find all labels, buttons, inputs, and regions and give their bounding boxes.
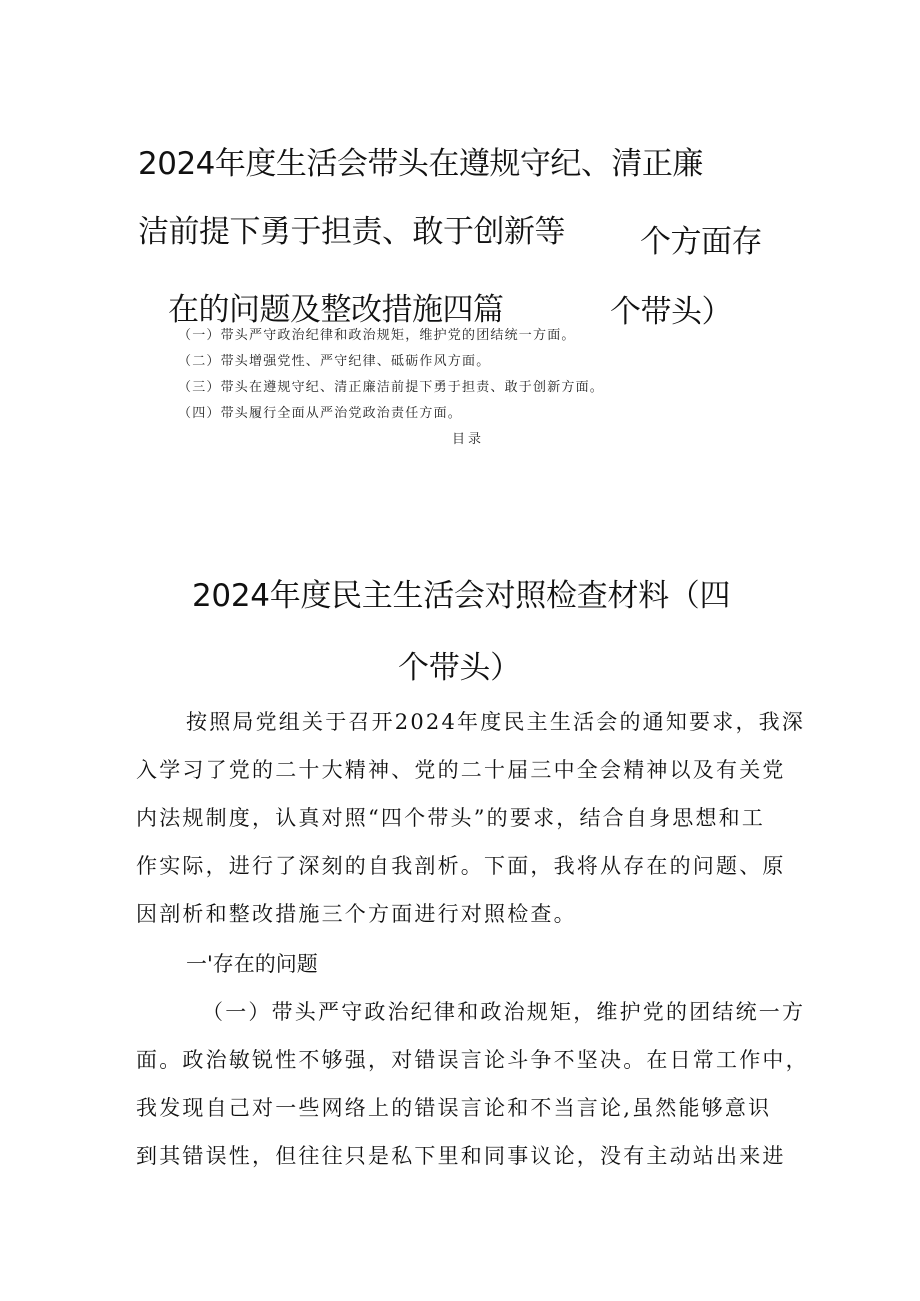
paragraph-line: （一）带头严守政治纪律和政治规矩，维护党的团结统一方 (202, 1000, 806, 1024)
paragraph-line: 到其错误性，但往往只是私下里和同事议论，没有主动站出来进 (136, 1144, 786, 1168)
intro-line: 内法规制度，认真对照“四个带头”的要求，结合自身思想和工 (136, 806, 766, 830)
header-title-line-1: 2024年度生活会带头在遵规守纪、清正廉 (138, 146, 703, 182)
intro-line: 入学习了党的二十大精神、党的二十届三中全会精神以及有关党 (136, 758, 786, 782)
document-title-line-1: 2024年度民主生活会对照检查材料（四 (192, 578, 731, 614)
toc-item[interactable]: （一）带头严守政治纪律和政治规矩，维护党的团结统一方面。 (178, 328, 576, 343)
header-title-line-3a: 在的问题及整改措施四篇 (168, 292, 504, 328)
toc-label: 目录 (452, 432, 485, 447)
toc-item[interactable]: （四）带头履行全面从严治党政治责任方面。 (178, 406, 463, 421)
intro-line: 因剖析和整改措施三个方面进行对照检查。 (136, 902, 577, 926)
section-heading: 一'存在的问题 (186, 952, 318, 976)
intro-line: 按照局党组关于召开2024年度民主生活会的通知要求，我深 (186, 710, 806, 734)
toc-item[interactable]: （二）带头增强党性、严守纪律、砥砺作风方面。 (178, 354, 491, 369)
header-title-line-3b: 个带头） (610, 294, 732, 330)
document-title-line-2: 个带头） (398, 650, 521, 686)
paragraph-line: 面。政治敏锐性不够强，对错误言论斗争不坚决。在日常工作中， (136, 1048, 809, 1072)
intro-line: 作实际，进行了深刻的自我剖析。下面，我将从存在的问题、原 (136, 854, 786, 878)
paragraph-line: 我发现自己对一些网络上的错误言论和不当言论,虽然能够意识 (136, 1096, 772, 1120)
header-title-line-2a: 洁前提下勇于担责、敢于创新等 (138, 214, 565, 250)
header-title-line-2b: 个方面存 (640, 224, 762, 260)
toc-item[interactable]: （三）带头在遵规守纪、清正廉洁前提下勇于担责、敢于创新方面。 (178, 380, 605, 395)
